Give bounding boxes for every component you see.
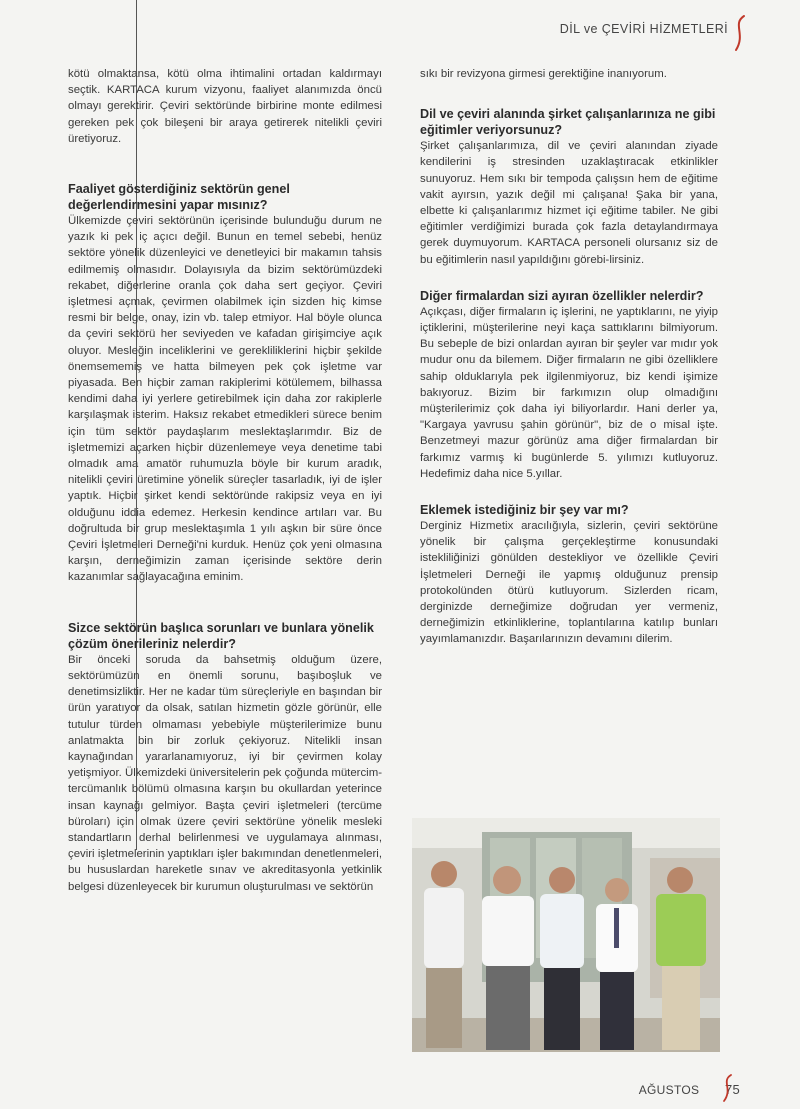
question-heading: Dil ve çeviri alanında şirket çalışanlarınıza ne gibi eğitimler veriyorsunuz? — [420, 107, 716, 138]
right-column — [420, 66, 718, 662]
question-heading: Eklemek istediğiniz bir şey var mı? — [420, 503, 629, 518]
answer-paragraph: Derginiz Hizmetix aracılığıyla, sizlerin, çeviri sektörüne yönelik bir çalışma gerçekleştirme konusundaki istekliliğinizi gönülden destekliyor ve özellikle Çeviri İşletmeleri Derneği ile yapmış olduğunuz prensip protokolünden ötürü kutluyorum. Sizlerden ricam, derginizde derneğimize doğrudan yer vermeniz, derneğimizin etkinliklerine, toplantılarına katılıp bunları yayımlamanızdır. Başarılarınızın devamını dilerim. — [420, 520, 718, 646]
section-header — [560, 22, 728, 36]
question-heading: Sizce sektörün başlıca sorunları ve bunlara yönelik çözüm önerileriniz nelerdir? — [68, 620, 374, 651]
issue-month: AĞUSTOS — [638, 1083, 700, 1097]
left-intro-paragraph: kötü olmaktansa, kötü olma ihtimalini ortadan kaldırmayı seçtik. KARTACA kurum vizyonu, faaliyet alanımızda öncü olmayı gerektirir. Çeviri sektöründe birbirine monte edilmesi gereken pek çok bileşeni bir araya getirerek nitelikli çeviri üretiyoruz. — [68, 68, 382, 145]
answer-paragraph: Açıkçası, diğer firmaların iç işlerini, ne yaptıklarını, ne yiyip içtiklerini, müşterilerine neyi kaça sattıklarını bilmiyorum. Bu sebeple de bizi onlardan ayıran bir şeyler var mıdır yok mudur onu da bilemem. Diğer firmaların ne gibi özelliklere sahip olduklarıyla pek ilgilenmiyoruz, biz kendi işimize bakıyoruz. Bizim bir farkımızın olup olmadığını müşterilerimiz çok daha iyi biliyorlardır. Hani derler ya, "Kargaya yavrusu şahin görünür", biz de o misal işte. Benzetmeyi mazur görünüz ama diğer firmalardan bir farkımız varmış ki bugünlerde 5. yılımızı kutluyoruz. Hedefimiz daha nice 5.yıllar. — [420, 305, 718, 480]
question-heading: Diğer firmalardan sizi ayıran özellikler nelerdir? — [420, 288, 704, 303]
answer-paragraph: Bir önceki soruda da bahsetmiş olduğum üzere, sektörümüzün en önemli sorunu, başıboşluk ve denetimsizliktir. Her ne kadar tüm süreçleriyle en başından bir ürün yaratıyor da olsak, satılan hizmetin gözle görünür, elle tutulur türden olmaması yebebiyle müşterilerimize bunu anlatmakta bin bir zorluk çekiyoruz. Nitelikli insan kaynağından yararlanamıyoruz, iyi bir çevirmen kolay yetişmiyor. Ülkemizdeki üniversitelerin pek çoğunda mütercim-tercümanlık bölümü olmasına karşın bu okullardan yeterince insan kaynağı gelmiyor. Başta çeviri işletmeleri (tercüme büroları) için olmak üzere çeviri sektörüne yönelik mesleki standartların derhal belirlenmesi ve uygulamaya alınması, çeviri işletmelerinin yaptıkları işler bakımından denetlenmeleri, bu hususlardan hareketle sınav ve akreditasyonla yetkinlik belgesi düzenleyecek bir kurumun oluşturulması ve sektörün — [68, 653, 382, 893]
left-column — [68, 66, 382, 909]
answer-paragraph: Ülkemizde çeviri sektörünün içerisinde bulunduğu durum ne yazık ki pek iç açıcı değil. Bunun en temel sebebi, henüz sektöre yönelik düzenleyici ve denetleyici bir makamın tahsis edilmemiş olmasıdır. Dolayısıyla da bizim sektörümüzdeki rekabet, diğerlerine oranla çok daha sert geçiyor. Çeviri işletmesi açmak, çevirmen olabilmek için sizden hiç kimse resmi bir belge, onay, izin vb. talep etmiyor. Hal böyle olunca da çeviri sektörü her seviyeden ve kafadan girişimciye açık oluyor. Mesleğin inceliklerini ve gerekliliklerini hiçbir şekilde önemsememiş ve hatta bilmeyen pek çok işletme var piyasada. Ben hiçbir zaman rakiplerimi kötülemem, bilhassa kendimi daha iyi yerlere getirebilmek için daha zor rakiplerle karşılaşmak isterim. Haksız rekabet etmedikleri sürece benim için tüm sektör paydaşlarım meslektaşlarımdır. Biz de işletmemizi açarken hiçbir düzenlemeye veya denetime tabi olmadık ama amatör ruhumuzla böyle bir kurum aradık, nitelikli çeviri üretimine yönelik süreçler tasarladık, iyi de işler yaptık. Hiçbir şirket kendi sektöründe rakipsiz veya en iyi olduğunu iddia edemez. Herkesin kendince artıları var. Bu doğrultuda bir grup meslektaşımla 1 yılı aşkın bir süre önce Çeviri İşletmeleri Derneği'ni kurduk. Henüz çok yeni olmasına karşın, derneğimizin zaman içerisinde sektöre derin kazanımlar sağlayacağına eminim. — [68, 215, 382, 584]
question-heading: Faaliyet gösterdiğiniz sektörün genel değerlendirmesini yapar mısınız? — [68, 182, 290, 213]
decorative-swirl-icon — [730, 14, 748, 52]
team-photo — [412, 818, 720, 1052]
page-number: 75 — [724, 1082, 740, 1097]
right-intro-paragraph: sıkı bir revizyona girmesi gerektiğine inanıyorum. — [420, 68, 667, 80]
decorative-swirl-icon — [720, 1073, 734, 1103]
answer-paragraph: Şirket çalışanlarımıza, dil ve çeviri alanından ziyade kendilerini iş stresinden uzaklaştıracak etkinlikler sunuyoruz. Hem sıkı bir tempoda çalışsın hem de eğitime vakit ayırsın, yazık değil mi çalışana! Şaka bir yana, elbette ki çalışanlarımız hizmet içi eğitime tabiler. Ne gibi eğitimler verdiğimizi burada çok fazla detaylandırmaya gerek duymuyorum. KARTACA personeli olursanız siz de bu eğitimlerin nasıl yapıldığını görebi-lirsiniz. — [420, 140, 718, 266]
section-title: DİL ve ÇEVİRİ HİZMETLERİ — [559, 22, 728, 36]
